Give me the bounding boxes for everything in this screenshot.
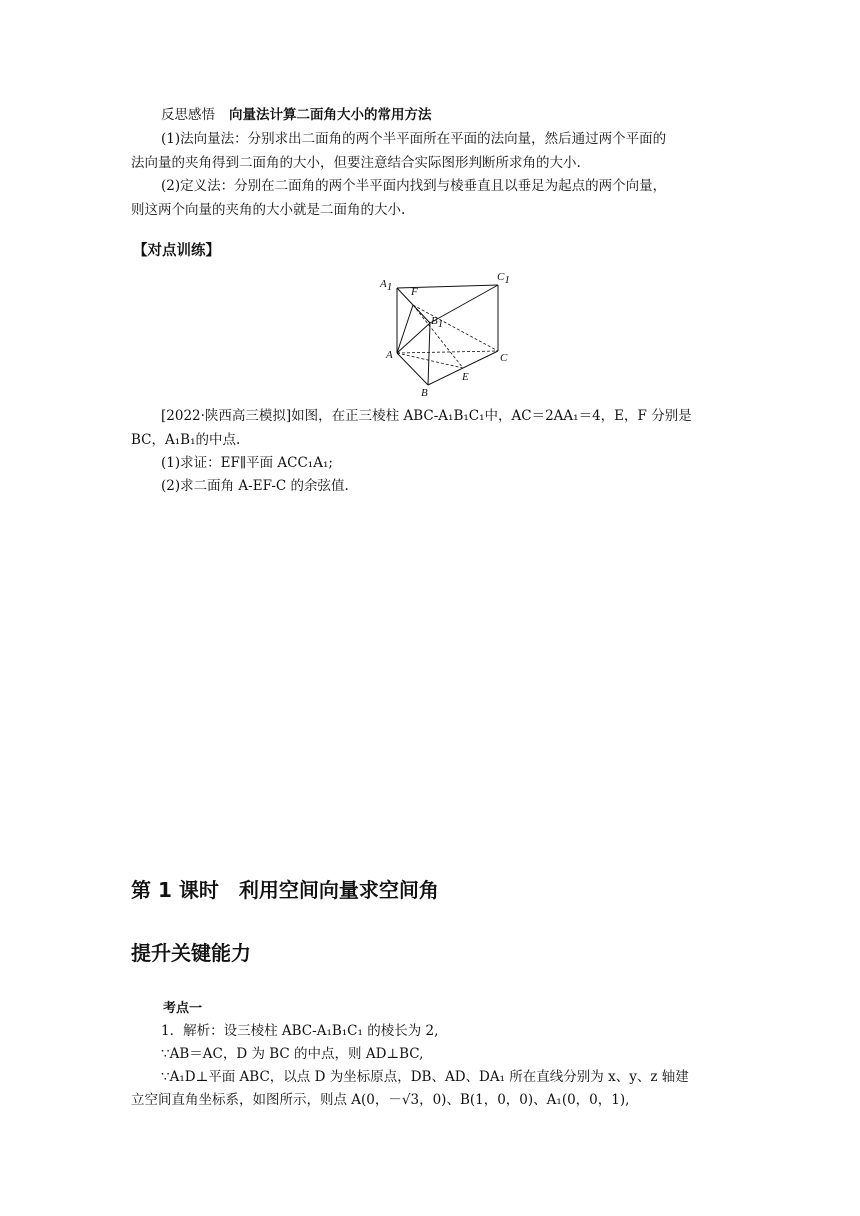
training-title: 【对点训练】 xyxy=(133,243,220,259)
label-f: F xyxy=(411,286,418,298)
segment-fe xyxy=(413,305,463,368)
lesson-title: 第 1 课时 利用空间向量求空间角 xyxy=(131,878,439,902)
solution-line4: 立空间直角坐标系，如图所示，则点 A(0，－√3，0)、B(1，0，0)、A₁(0，0，1), xyxy=(131,1092,630,1108)
segment-ae xyxy=(397,353,463,368)
problem-line2: BC，A₁B₁的中点. xyxy=(131,432,241,448)
label-a: A xyxy=(386,349,393,361)
edge-b1b xyxy=(428,323,430,385)
reflection-label: 反思感悟 xyxy=(161,107,215,123)
edge-ab xyxy=(397,353,428,385)
reflection-heading-row xyxy=(161,106,432,124)
problem-question-2: (2)求二面角 A-EF-C 的余弦值. xyxy=(161,478,349,494)
edge-ac-hidden xyxy=(397,351,498,353)
reflection-p1-line2: 法向量的夹角得到二面角的大小，但要注意结合实际图形判断所求角的大小. xyxy=(131,155,581,171)
problem-question-1: (1)求证：EF∥平面 ACC₁A₁; xyxy=(161,455,333,471)
label-e: E xyxy=(462,371,469,383)
solution-line3: ∵A₁D⊥平面 ABC，以点 D 为坐标原点，DB、AD、DA₁ 所在直线分别为 x、y、z 轴建 xyxy=(161,1069,689,1085)
solution-line2: ∵AB＝AC，D 为 BC 的中点，则 AD⊥BC, xyxy=(161,1046,424,1062)
reflection-p2-line1: (2)定义法：分别在二面角的两个半平面内找到与棱垂直且以垂足为起点的两个向量， xyxy=(161,178,667,194)
solution-heading: 考点一 xyxy=(163,1001,203,1016)
section-title: 提升关键能力 xyxy=(131,941,251,965)
label-a1: A1 xyxy=(380,278,393,293)
reflection-p2-line2: 则这两个向量的夹角的大小就是二面角的大小. xyxy=(131,202,406,218)
solution-line1: 1．解析：设三棱柱 ABC-A₁B₁C₁ 的棱长为 2, xyxy=(161,1023,439,1039)
label-c: C xyxy=(500,352,508,364)
label-b: B xyxy=(421,387,428,398)
prism-figure xyxy=(370,268,520,398)
segment-fc xyxy=(413,305,498,351)
reflection-heading: 向量法计算二面角大小的常用方法 xyxy=(229,107,432,123)
label-c1: C1 xyxy=(497,271,510,286)
problem-line1: [2022·陕西高三模拟]如图，在正三棱柱 ABC-A₁B₁C₁中，AC＝2AA₁＝4，E，F 分别是 xyxy=(161,408,692,424)
reflection-p1-line1: (1)法向量法：分别求出二面角的两个半平面所在平面的法向量，然后通过两个平面的 xyxy=(161,131,667,147)
label-b1: B1 xyxy=(431,315,444,330)
